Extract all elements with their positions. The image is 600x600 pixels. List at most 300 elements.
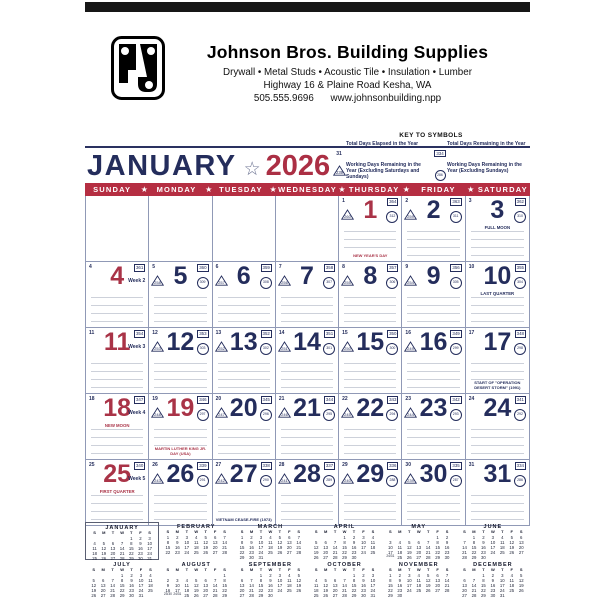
working-days-circle-icon: 297 — [197, 409, 209, 421]
days-elapsed: 3 — [468, 198, 472, 204]
mini-month-january — [85, 522, 159, 560]
note-line — [154, 519, 206, 520]
note-line — [344, 519, 396, 520]
day-number: 7 — [300, 262, 314, 290]
boxed-number-icon: 334 — [436, 150, 444, 156]
mini-week-row: 3 4 5 6 7 8 9 — [389, 539, 449, 545]
mini-month-december — [456, 560, 530, 598]
mini-week-row: 1 2 3 4 5 6 7 — [166, 534, 226, 540]
key-to-symbols — [332, 130, 530, 181]
mini-week-row: 24/31 25 26 27 28 29 30 — [386, 554, 450, 561]
note-line — [218, 453, 270, 454]
mini-week-row: 1 2 3 4 5 — [259, 572, 300, 578]
note-line — [91, 429, 143, 430]
moon-phase-label: FIRST QUARTER — [99, 489, 135, 494]
note-line — [344, 387, 396, 388]
mini-month-june — [456, 522, 530, 560]
working-days-circle-icon: 286 — [514, 475, 526, 487]
mini-week-row: 8 9 10 11 12 13 14 — [389, 577, 450, 583]
day-number: 22 — [356, 394, 385, 422]
note-line — [91, 305, 143, 306]
note-line — [471, 495, 524, 496]
week-number-label: Week 5 — [128, 476, 146, 482]
days-elapsed: 9 — [405, 264, 409, 270]
note-line — [281, 429, 333, 430]
days-remaining-box: 354 — [135, 331, 144, 336]
working-days-triangle-icon — [404, 275, 417, 286]
working-days-circle-icon: 302 — [260, 343, 272, 355]
day-number: 16 — [419, 328, 448, 356]
mini-month-name: JANUARY — [105, 525, 139, 531]
day-number: 20 — [229, 394, 258, 422]
mini-week-row: 12 13 14 15 16 17 18 — [313, 545, 376, 551]
mini-month-august — [159, 560, 233, 598]
days-remaining-box: 363 — [452, 199, 460, 204]
day-cell-18 — [86, 394, 149, 460]
note-line — [218, 321, 270, 322]
working-days-circle-icon: 289 — [323, 475, 335, 487]
mini-week-row: 25 26 27 28 29 30 31 — [313, 593, 376, 599]
mini-week-row: 8 9 10 11 12 13 14 — [240, 539, 302, 545]
note-line — [281, 363, 333, 364]
note-line — [281, 437, 333, 438]
note-line — [91, 495, 143, 496]
key-item-working-days-no-weekends: 239 Working Days Remaining in the Year (Excluding Saturdays and Sundays) — [332, 162, 429, 181]
company-address: Highway 16 & Plaine Road Kesha, WA — [263, 80, 432, 91]
mini-week-row: 1 2 3 — [130, 535, 151, 541]
working-days-circle-icon: 299 — [450, 343, 462, 355]
note-line — [154, 495, 206, 496]
working-days-triangle-icon — [278, 341, 291, 352]
day-number: 9 — [426, 262, 441, 290]
working-days-circle-icon: 292 — [514, 409, 526, 421]
working-days-triangle-icon — [278, 407, 291, 418]
day-number: 26 — [166, 460, 195, 488]
svg-text:259: 259 — [407, 214, 415, 220]
mini-weekday-header: S M T W T F S — [166, 529, 226, 534]
company-website: www.johnsonbuilding.npp — [330, 93, 442, 104]
day-cell-12 — [149, 328, 212, 394]
mini-week-row: 10 11 12 13 14 15 16 — [387, 545, 450, 551]
working-days-triangle-icon — [215, 275, 228, 286]
note-line — [344, 379, 396, 380]
note-line — [154, 321, 206, 322]
imprint-header — [85, 36, 530, 104]
note-line — [407, 519, 459, 520]
days-remaining-box: 347 — [135, 397, 144, 402]
working-days-circle-icon: 308 — [260, 277, 272, 289]
mini-week-row: 6 7 8 9 10 11 12 — [463, 577, 524, 583]
note-line — [281, 453, 333, 454]
day-cell-5 — [149, 262, 212, 328]
days-remaining-box: 359 — [262, 265, 270, 270]
day-cell-1 — [339, 196, 402, 262]
day-cell-2 — [402, 196, 465, 262]
svg-text:242: 242 — [217, 478, 225, 484]
day-number: 5 — [173, 262, 188, 290]
svg-text:256: 256 — [281, 280, 288, 286]
note-line — [218, 371, 270, 372]
day-cell-16 — [402, 328, 465, 394]
note-line — [407, 321, 459, 322]
mini-months — [85, 522, 530, 598]
day-number: 19 — [166, 394, 195, 422]
day-number: 23 — [419, 394, 448, 422]
working-days-triangle-icon — [278, 275, 291, 286]
days-remaining-box: 344 — [325, 397, 334, 402]
days-remaining-box: 352 — [262, 331, 270, 336]
working-days-circle-icon: 304 — [514, 277, 526, 289]
days-elapsed: 31 — [468, 462, 475, 468]
star-icon: ★ — [205, 184, 213, 194]
mini-week-row: 13 14 15 16 17 18 19 — [462, 583, 524, 589]
mini-weekday-header: S M T W T F S — [314, 567, 375, 572]
mini-week-row: 15 16 17 18 19 20 21 — [165, 545, 227, 551]
day-cell-27 — [213, 460, 276, 526]
svg-text:254: 254 — [407, 280, 415, 286]
weekday-wednesday: WEDNESDAY — [278, 185, 337, 194]
mini-month-name: MARCH — [257, 524, 284, 530]
key-grid — [332, 141, 530, 181]
calendar-panel — [85, 131, 530, 526]
note-line — [154, 437, 206, 438]
mini-month-name: OCTOBER — [327, 562, 362, 568]
working-days-triangle-icon — [215, 407, 228, 418]
svg-text:253: 253 — [154, 346, 162, 352]
days-remaining-box: 358 — [325, 265, 334, 270]
svg-text:239: 239 — [407, 478, 415, 484]
days-elapsed: 12 — [152, 330, 158, 336]
working-days-triangle-icon — [215, 341, 228, 352]
working-days-circle-icon: 293 — [450, 409, 462, 421]
day-cell-empty — [149, 196, 212, 262]
mini-week-row: 20 21 22 23 24 25 26 — [239, 588, 302, 594]
star-icon: ★ — [402, 184, 410, 194]
day-number: 30 — [419, 460, 448, 488]
days-elapsed: 10 — [468, 264, 475, 270]
mini-week-row: 5 6 7 8 9 10 11 — [92, 577, 153, 583]
note-line — [344, 321, 396, 322]
mini-week-row: 1 2 3 — [352, 572, 375, 578]
star-icon: ★ — [338, 184, 346, 194]
note-line — [471, 429, 524, 430]
note-line — [471, 371, 524, 372]
note-line — [154, 297, 206, 298]
note-line — [344, 503, 396, 504]
days-remaining-box: 345 — [262, 397, 270, 402]
days-elapsed: 4 — [89, 264, 92, 270]
note-line — [407, 305, 459, 306]
mini-week-row: 5 6 7 8 9 10 11 — [315, 539, 376, 545]
note-line — [407, 445, 459, 446]
mini-month-name: FEBRUARY — [177, 524, 216, 530]
note-line — [281, 313, 333, 314]
mini-week-row: 26 27 28 29 30 31 — [91, 593, 144, 599]
day-number: 27 — [229, 460, 258, 488]
days-remaining-box: 355 — [516, 265, 524, 270]
svg-text:249: 249 — [407, 346, 415, 352]
calendar-grid — [85, 196, 530, 526]
note-line — [344, 495, 396, 496]
day-number: 31 — [483, 460, 512, 488]
mini-week-row: 1 — [223, 572, 226, 578]
days-remaining-box: 351 — [325, 331, 334, 336]
note-line — [154, 429, 206, 430]
company-phone: 505.555.9696 — [253, 93, 314, 104]
note-line — [344, 429, 396, 430]
working-days-circle-icon: 300 — [386, 343, 398, 355]
day-cell-empty — [213, 196, 276, 262]
mini-month-name: SEPTEMBER — [248, 562, 292, 568]
weekday-friday: FRIDAY — [421, 185, 456, 194]
day-cell-21 — [276, 394, 339, 460]
day-number: 12 — [166, 328, 195, 356]
note-line — [407, 231, 459, 232]
key-item-working-days-no-sundays: 286 Working Days Remaining in the Year (Excluding Sundays) — [433, 162, 530, 181]
working-days-circle-icon: 291 — [197, 475, 209, 487]
note-line — [154, 379, 206, 380]
svg-text:255: 255 — [344, 280, 351, 286]
days-elapsed: 28 — [278, 462, 285, 468]
note-line — [218, 437, 270, 438]
day-number: 10 — [483, 262, 512, 290]
mini-week-row: 1 2 3 4 5 6 7 — [240, 534, 300, 540]
mini-month-september — [233, 560, 307, 598]
days-remaining-box: 357 — [389, 265, 397, 270]
mini-weekday-header: S M T W T F S — [389, 529, 449, 534]
working-days-triangle-icon — [341, 341, 354, 352]
days-elapsed: 16 — [405, 330, 411, 336]
mini-week-row: 22 23 24 25 26 27 28 — [387, 588, 450, 594]
days-remaining-box: 338 — [262, 463, 270, 468]
note-line — [407, 437, 459, 438]
imprint-text — [165, 36, 530, 104]
note-line — [91, 503, 143, 504]
note-line — [471, 239, 524, 240]
day-number: 4 — [110, 262, 125, 290]
note-line — [218, 297, 270, 298]
week-number-label: Week 2 — [128, 278, 146, 284]
note-line — [344, 297, 396, 298]
note-line — [218, 387, 270, 388]
year-title: 2026 — [265, 150, 331, 182]
day-cell-11 — [86, 328, 149, 394]
days-elapsed: 29 — [342, 462, 348, 468]
mini-week-row: 29 30 31 — [239, 555, 264, 561]
svg-text:247: 247 — [217, 412, 225, 418]
title-star-icon: ☆ — [243, 159, 261, 180]
day-number: 15 — [356, 328, 385, 356]
mini-week-row: 28 29 30 — [462, 555, 486, 561]
days-elapsed: 21 — [278, 396, 285, 402]
note-line — [281, 371, 333, 372]
top-black-bar — [85, 2, 530, 12]
days-elapsed: 14 — [278, 330, 285, 336]
note-line — [281, 445, 333, 446]
mini-week-row: 2 3 4 5 6 7 8 — [166, 577, 226, 583]
days-elapsed: 13 — [215, 330, 222, 336]
days-elapsed: 18 — [89, 396, 95, 402]
note-line — [471, 519, 524, 520]
note-line — [281, 519, 333, 520]
days-elapsed: 5 — [152, 264, 156, 270]
days-elapsed: 2 — [405, 198, 409, 204]
note-line — [344, 437, 396, 438]
note-line — [91, 321, 143, 322]
svg-text:257: 257 — [217, 280, 225, 286]
mini-month-name: JUNE — [483, 524, 503, 530]
days-elapsed: 7 — [278, 264, 282, 270]
note-line — [218, 511, 270, 512]
mini-month-name: APRIL — [333, 524, 356, 530]
working-days-circle-icon: 298 — [514, 343, 526, 355]
note-line — [407, 387, 459, 388]
mini-week-row: 11 12 13 14 15 16 17 — [92, 546, 152, 552]
working-days-circle-icon: 301 — [323, 343, 335, 355]
day-cell-3 — [466, 196, 529, 262]
holiday-label: START OF "OPERATION DESERT STORM" (1991) — [474, 380, 521, 391]
note-line — [154, 503, 206, 504]
note-line — [91, 437, 143, 438]
day-cell-4 — [86, 262, 149, 328]
note-line — [471, 297, 524, 298]
mini-week-row: 26 27 28 29 30 — [313, 555, 357, 561]
note-line — [91, 519, 143, 520]
working-days-circle-icon: 288 — [386, 475, 398, 487]
day-number: 13 — [229, 328, 258, 356]
day-number: 28 — [293, 460, 321, 488]
days-elapsed: 19 — [152, 396, 158, 402]
days-elapsed: 30 — [405, 462, 411, 468]
moon-phase-label: NEW MOON — [104, 423, 130, 428]
svg-text:260: 260 — [344, 214, 351, 220]
day-number: 18 — [103, 394, 132, 422]
mini-weekday-header: S M T W T F S — [314, 529, 375, 534]
holiday-label: NEW YEAR'S DAY — [353, 253, 388, 259]
note-line — [471, 313, 524, 314]
note-line — [407, 371, 459, 372]
days-elapsed: 6 — [215, 264, 219, 270]
note-line — [471, 305, 524, 306]
days-remaining-box: 348 — [516, 331, 524, 336]
plain-number-icon: 31 — [336, 150, 342, 157]
mini-week-row: 1 2 3 4 — [343, 534, 375, 540]
weekday-bar — [85, 183, 530, 196]
day-cell-9 — [402, 262, 465, 328]
mini-week-row: 8 9 10 11 12 13 14 — [166, 539, 227, 545]
note-line — [154, 363, 206, 364]
mini-week-row: 1 2 — [436, 534, 449, 540]
day-cell-22 — [339, 394, 402, 460]
note-line — [91, 387, 143, 388]
days-remaining-box: 335 — [452, 463, 460, 468]
days-elapsed: 8 — [342, 264, 345, 270]
svg-text:243: 243 — [154, 478, 162, 484]
working-days-circle-icon: 296 — [260, 409, 272, 421]
day-cell-15 — [339, 328, 402, 394]
week-number-label: Week 4 — [128, 410, 146, 416]
working-days-triangle-icon — [341, 473, 354, 484]
day-cell-23 — [402, 394, 465, 460]
note-line — [407, 503, 459, 504]
note-line — [218, 313, 270, 314]
mini-week-row: 22 23 24 25 26 27 28 — [165, 550, 227, 556]
day-cell-20 — [213, 394, 276, 460]
note-line — [281, 379, 333, 380]
mini-weekday-header: S M T W T F S — [463, 567, 523, 572]
days-elapsed: 17 — [468, 330, 475, 336]
key-item-days-remaining: 334 Total Days Remaining in the Year — [433, 141, 530, 160]
working-days-circle-icon: 294 — [386, 409, 398, 421]
company-tagline: Drywall • Metal Studs • Acoustic Tile • Insulation • Lumber — [223, 67, 472, 78]
mini-weekday-header: S M T W T F S — [240, 529, 301, 534]
svg-text:244: 244 — [407, 412, 415, 418]
mini-week-row: 19 20 21 22 23 24 25 — [313, 550, 376, 556]
day-number: 11 — [103, 328, 131, 356]
mini-month-march — [233, 522, 307, 560]
mini-week-row: 1 2 3 4 5 6 7 — [389, 572, 449, 578]
mini-week-row: 21 22 23 24 25 26 27 — [462, 550, 524, 556]
days-elapsed: 27 — [215, 462, 222, 468]
day-number: 17 — [483, 328, 512, 356]
day-cell-19 — [149, 394, 212, 460]
svg-text:258: 258 — [154, 280, 162, 286]
days-remaining-box: 361 — [135, 265, 144, 270]
note-line — [471, 511, 524, 512]
company-contact — [165, 93, 530, 104]
note-line — [344, 453, 396, 454]
mini-weekday-header: S M T W T F S — [389, 567, 449, 572]
day-number: 29 — [356, 460, 385, 488]
working-days-circle-icon: 306 — [386, 277, 398, 289]
note-line — [154, 387, 206, 388]
working-days-triangle-icon — [404, 209, 417, 220]
mini-month-name: JULY — [113, 562, 131, 568]
mini-week-row: 16 17 18 19 20 21 22 — [165, 588, 227, 594]
note-line — [344, 511, 396, 512]
days-elapsed: 22 — [342, 396, 348, 402]
mini-week-row: 17 18 19 20 21 22 23 — [387, 550, 450, 556]
days-remaining-box: 340 — [135, 463, 144, 468]
day-cell-empty — [86, 196, 149, 262]
day-number: 1 — [363, 196, 378, 224]
weekday-thursday: THURSDAY — [348, 185, 400, 194]
mini-week-row: 4 5 6 7 8 9 10 — [315, 577, 376, 583]
days-remaining-box: 356 — [452, 265, 460, 270]
note-line — [91, 379, 143, 380]
note-line — [218, 429, 270, 430]
day-cell-31 — [466, 460, 529, 526]
day-cell-8 — [339, 262, 402, 328]
day-number: 2 — [426, 196, 441, 224]
days-remaining-box: 350 — [389, 331, 397, 336]
day-number: 24 — [483, 394, 512, 422]
note-line — [91, 371, 143, 372]
key-heading: KEY TO SYMBOLS — [399, 131, 463, 139]
mini-week-row: 14 15 16 17 18 19 20 — [462, 545, 524, 551]
mini-weekday-header: S M T W T F S — [240, 567, 301, 572]
note-line — [344, 313, 396, 314]
svg-text:246: 246 — [281, 412, 288, 418]
circled-number-icon: 286 — [433, 163, 447, 181]
title-row — [85, 131, 530, 182]
note-line — [344, 363, 396, 364]
mini-month-may — [382, 522, 456, 560]
days-elapsed: 25 — [89, 462, 95, 468]
day-cell-24 — [466, 394, 529, 460]
triangle-number-icon — [332, 163, 346, 181]
note-line — [218, 305, 270, 306]
